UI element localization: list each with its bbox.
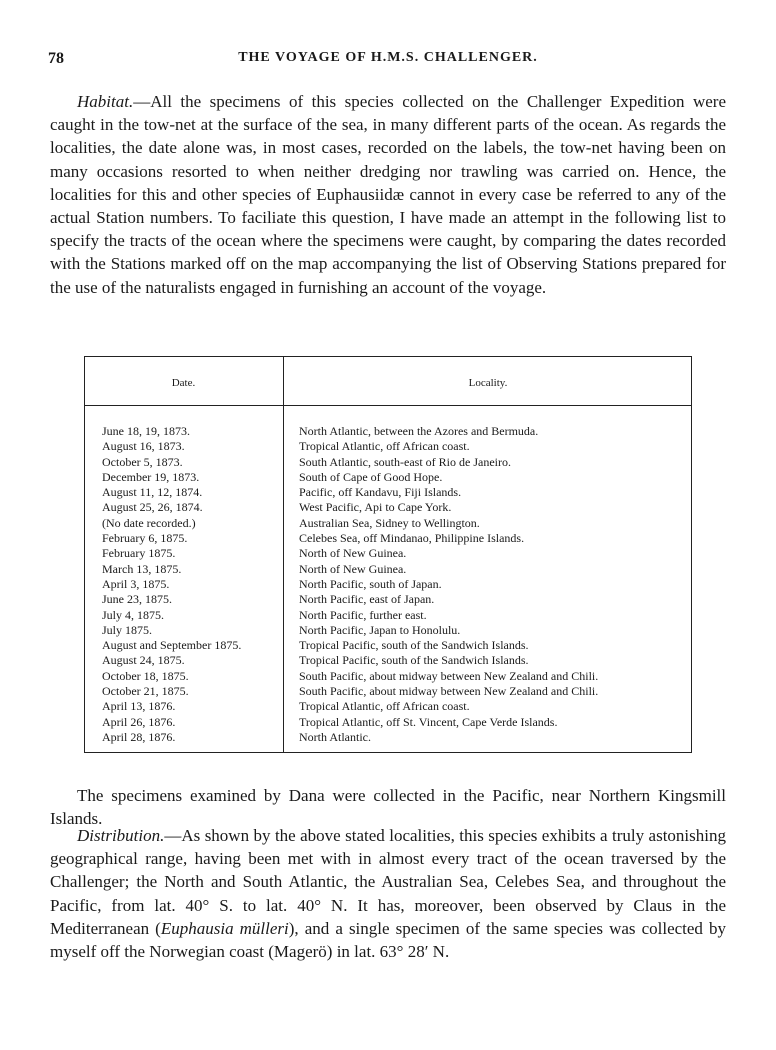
table-row-locality: North Atlantic. bbox=[299, 729, 371, 744]
table-row-locality: North Pacific, further east. bbox=[299, 607, 427, 622]
table-row-date: October 5, 1873. bbox=[102, 454, 183, 469]
table-row-date: February 6, 1875. bbox=[102, 531, 188, 546]
table-row-locality: South of Cape of Good Hope. bbox=[299, 469, 443, 484]
table-row-locality: Celebes Sea, off Mindanao, Philippine Islands. bbox=[299, 531, 525, 546]
table-row-date: April 3, 1875. bbox=[102, 576, 170, 591]
table-row-locality: West Pacific, Api to Cape York. bbox=[299, 500, 452, 515]
table-row-locality: South Pacific, about midway between New Zealand and Chili. bbox=[299, 668, 599, 683]
distribution-text-2: ), and a single specimen of the same species was collected by myself off the Norwegian coast (Magerö) in lat. 63° 28′ N. bbox=[50, 918, 726, 962]
page-number: 78 bbox=[48, 50, 64, 67]
table-row-date: December 19, 1873. bbox=[102, 469, 200, 484]
table-row-date: March 13, 1875. bbox=[102, 561, 182, 576]
habitat-label: Habitat. bbox=[77, 92, 134, 111]
column-header-date: Date. bbox=[171, 377, 196, 389]
date-column bbox=[102, 424, 282, 745]
table-row-locality: Tropical Pacific, south of the Sandwich Islands. bbox=[299, 638, 529, 653]
column-divider bbox=[283, 357, 284, 752]
table-row-date: August 16, 1873. bbox=[102, 439, 185, 454]
locality-table bbox=[84, 356, 692, 753]
table-row-date: February 1875. bbox=[102, 546, 176, 561]
table-row-date: June 23, 1875. bbox=[102, 592, 172, 607]
table-row-date: July 1875. bbox=[102, 622, 153, 637]
table-row-locality: Tropical Atlantic, off African coast. bbox=[299, 699, 470, 714]
table-row-date: April 13, 1876. bbox=[102, 699, 176, 714]
distribution-label: Distribution. bbox=[77, 826, 165, 845]
distribution-paragraph bbox=[50, 824, 726, 963]
table-row-locality: North Atlantic, between the Azores and Bermuda. bbox=[299, 424, 539, 438]
table-row-locality: North of New Guinea. bbox=[299, 561, 407, 576]
table-row-locality: North Pacific, south of Japan. bbox=[299, 576, 442, 591]
table-row-date: (No date recorded.) bbox=[102, 515, 196, 530]
table-row-locality: North of New Guinea. bbox=[299, 546, 407, 561]
habitat-text: —All the specimens of this species collected on the Challenger Expedition were caught in the tow-net at the surface of the sea, in many different parts of the ocean. As regards the localities, the date alone was, in most cases, recorded on the labels, the tow-net having been on many occasions resorted to when neither dredging nor trawling was carried on. Hence, the localities for this and other species of Euphausiidæ cannot in every case be referred to any of the actual Station numbers. To faciliate this question, I have made an attempt in the following list to specify the tracts of the ocean where the specimens were caught, by comparing the dates recorded with the Stations marked off on the map accompanying the list of Observing Stations prepared for the use of the naturalists engaged in furnishing an account of the voyage. bbox=[50, 92, 726, 297]
header-rule bbox=[84, 405, 692, 406]
table-row-date: October 18, 1875. bbox=[102, 668, 189, 683]
table-row-date: August 24, 1875. bbox=[102, 653, 185, 668]
table-row-locality: Tropical Atlantic, off St. Vincent, Cape Verde Islands. bbox=[299, 714, 558, 729]
table-row-locality: Tropical Atlantic, off African coast. bbox=[299, 439, 470, 454]
locality-column bbox=[299, 424, 689, 745]
species-name: Euphausia mülleri bbox=[160, 918, 289, 938]
dana-note: The specimens examined by Dana were collected in the Pacific, near Northern Kingsmill Islands. bbox=[50, 786, 726, 829]
table-row-locality: North Pacific, Japan to Honolulu. bbox=[299, 622, 461, 637]
table-row-locality: South Pacific, about midway between New Zealand and Chili. bbox=[299, 684, 599, 699]
table-row-date: August and September 1875. bbox=[102, 638, 242, 653]
table-row-date: August 25, 26, 1874. bbox=[102, 500, 203, 515]
table-row-locality: Tropical Pacific, south of the Sandwich Islands. bbox=[299, 653, 529, 668]
column-header-locality: Locality. bbox=[468, 377, 508, 389]
table-row-locality: North Pacific, east of Japan. bbox=[299, 592, 435, 607]
table-row-date: July 4, 1875. bbox=[102, 607, 165, 622]
table-row-date: June 18, 19, 1873. bbox=[102, 424, 190, 438]
distribution-text-1: —As shown by the above stated localities, this species exhibits a truly astonishing geographical range, having been met with in almost every tract of the ocean traversed by the Challenger; the North and South Atlantic, the Australian Sea, Celebes Sea, and throughout the Pacific, from lat. 40° S. to lat. 40° N. It has, moreover, been observed by Claus in the Mediterranean ( bbox=[50, 826, 726, 938]
habitat-paragraph bbox=[50, 90, 726, 299]
table-row-date: October 21, 1875. bbox=[102, 684, 189, 699]
table-row-locality: Pacific, off Kandavu, Fiji Islands. bbox=[299, 485, 462, 500]
table-row-date: August 11, 12, 1874. bbox=[102, 485, 203, 500]
running-head: THE VOYAGE OF H.M.S. CHALLENGER. bbox=[238, 50, 538, 65]
table-row-date: April 26, 1876. bbox=[102, 714, 176, 729]
table-row-date: April 28, 1876. bbox=[102, 729, 176, 744]
table-row-locality: Australian Sea, Sidney to Wellington. bbox=[299, 515, 480, 530]
table-row-locality: South Atlantic, south-east of Rio de Janeiro. bbox=[299, 454, 511, 469]
